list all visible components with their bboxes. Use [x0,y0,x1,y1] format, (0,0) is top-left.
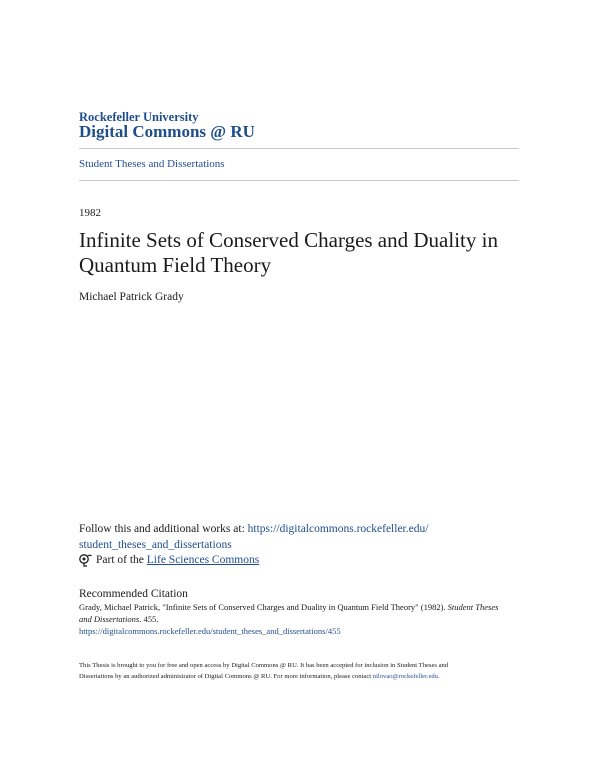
part-of-label: Part of the [96,554,144,566]
collection-link[interactable]: Student Theses and Dissertations [79,158,225,170]
follow-url-link[interactable]: https://digitalcommons.rockefeller.edu/ [247,523,429,535]
contact-email-link[interactable]: nilovao@rockefeller.edu [372,673,438,680]
recommended-citation-heading: Recommended Citation [79,588,188,600]
document-title: Infinite Sets of Conserved Charges and Duality in Quantum Field Theory [79,228,498,277]
header-divider-top [79,148,519,149]
follow-works-text [79,521,519,553]
part-of-line [79,553,259,567]
author-name: Michael Patrick Grady [79,291,184,303]
footer-line-2-end: . [437,673,440,680]
publication-year: 1982 [79,207,101,219]
citation-url-link[interactable]: https://digitalcommons.rockefeller.edu/student_theses_and_dissertations/455 [79,626,341,636]
open-access-icon [79,553,93,567]
repository-name[interactable]: Digital Commons @ RU [79,122,255,141]
footer-line-1: This Thesis is brought to you for free and open access by Digital Commons @ RU. It has been accepted for inclusion in Student Theses and [79,662,449,669]
footer-line-2: Dissertations by an authorized administrator of Digital Commons @ RU. For more information, please contact [79,673,373,680]
follow-url-link-continued[interactable]: student_theses_and_dissertations [79,539,232,551]
footer-notice [79,660,519,682]
institution-name[interactable]: Rockefeller University [79,110,199,124]
citation-text [79,601,509,637]
citation-series: Student Theses and Dissertations [79,602,499,624]
life-sciences-commons-link[interactable]: Life Sciences Commons [146,554,260,566]
citation-tail: . 455. [139,614,159,624]
follow-label: Follow this and additional works at: [79,523,248,535]
header-divider-bottom [79,180,519,181]
citation-main: Grady, Michael Patrick, "Infinite Sets of Conserved Charges and Duality in Quantum Field Theory" (1982). [79,602,448,612]
